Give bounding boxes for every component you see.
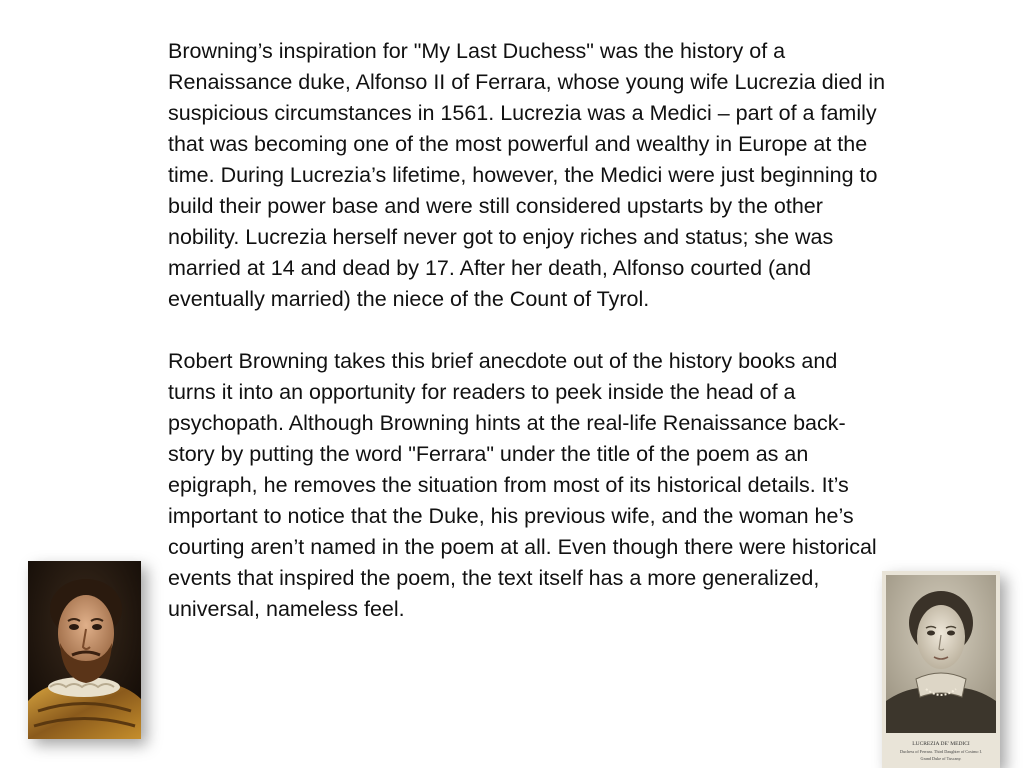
paragraph-analysis: Robert Browning takes this brief anecdote out of the history books and turns it into an opportunity for readers to peek inside the head of a psychopath. Although Browning hints at the real-life Renaissance back-story by putting the word "Ferrara" under the title of the poem as an epigraph, he removes the situation from most of its historical details. It’s important to notice that the Duke, his previous wife, and the woman he’s courting aren’t named in the poem at all. Even though there were historical events that inspired the poem, the text itself has a more generalized, universal, nameless feel.: [168, 349, 877, 621]
portrait-lucrezia-drawing: [882, 571, 1000, 768]
portrait-caption-title: LUCREZIA DE' MEDICI: [912, 741, 970, 747]
portrait-caption-line-2: Duchess of Ferrara. Third Daughter of Cosimo I.: [900, 749, 982, 754]
body-text: [168, 36, 886, 625]
portrait-caption-line-3: Grand Duke of Tuscany.: [920, 756, 962, 761]
portrait-lucrezia-image: [882, 571, 1000, 768]
portrait-duke-drawing: [28, 561, 141, 739]
portrait-duke-image: [28, 561, 141, 739]
paragraph-history: Browning’s inspiration for "My Last Duchess" was the history of a Renaissance duke, Alfonso II of Ferrara, whose young wife Lucrezia died in suspicious circumstances in 1561. Lucrezia was a Medici – part of a family that was becoming one of the most powerful and wealthy in Europe at the time. During Lucrezia’s lifetime, however, the Medici were just beginning to build their power base and were still considered upstarts by the other nobility. Lucrezia herself never got to enjoy riches and status; she was married at 14 and dead by 17. After her death, Alfonso courted (and eventually married) the niece of the Count of Tyrol.: [168, 39, 886, 311]
